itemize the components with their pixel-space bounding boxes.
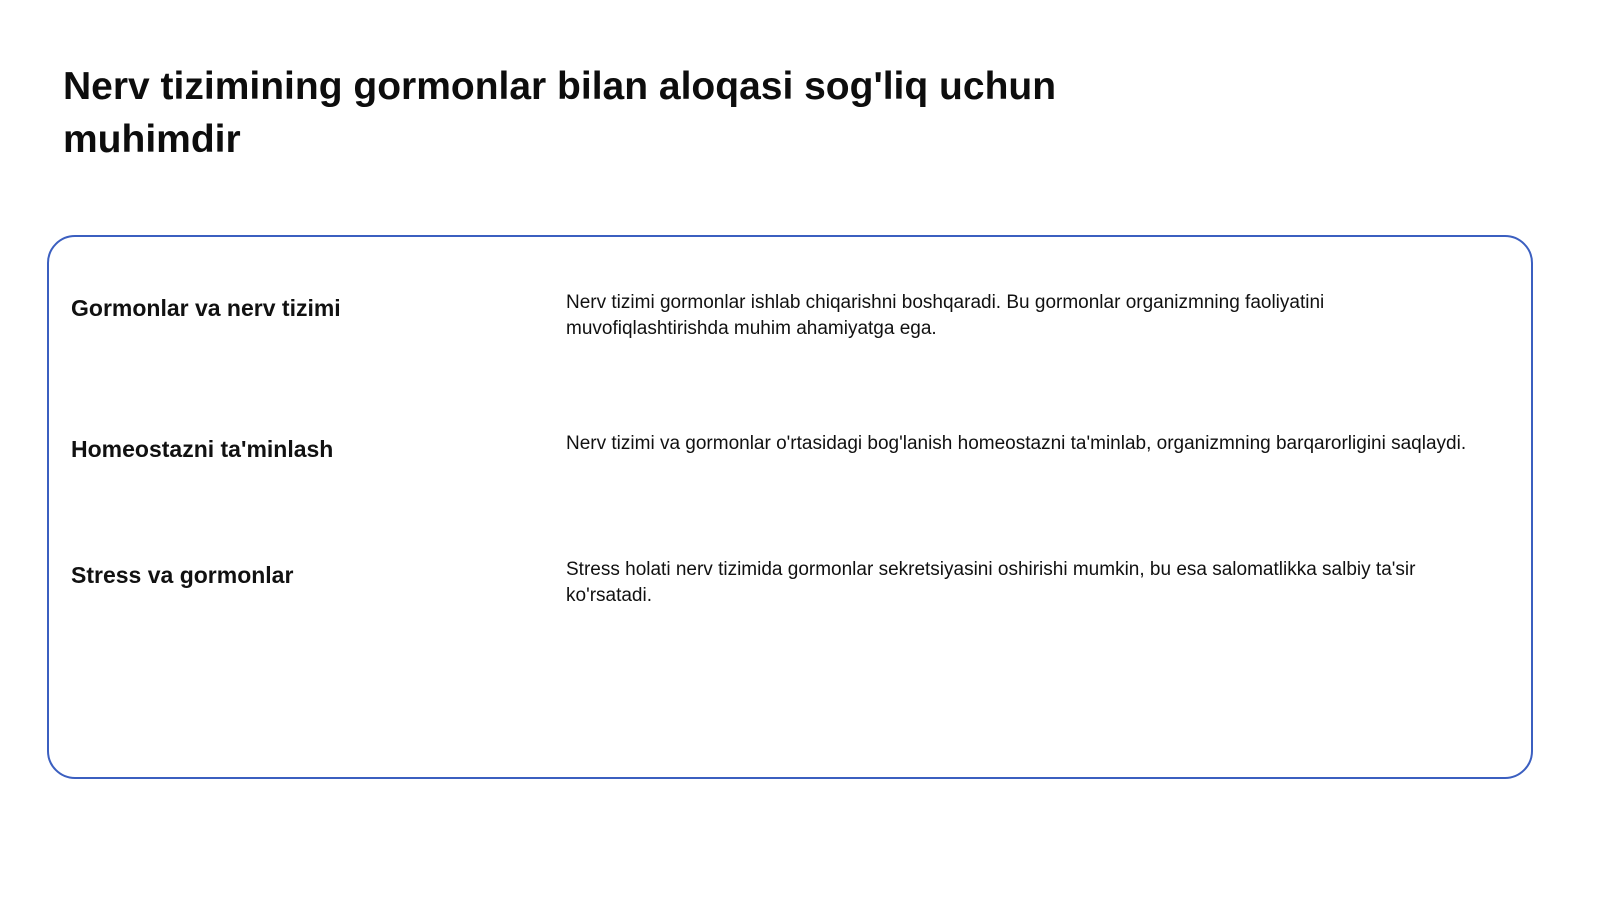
row-term: Stress va gormonlar [71,562,294,588]
content-card [47,235,1533,779]
row-term: Gormonlar va nerv tizimi [71,295,341,321]
row-description: Stress holati nerv tizimida gormonlar sekretsiyasini oshirishi mumkin, bu esa salomatlikka salbiy ta'sir ko'rsatadi. [566,559,1416,606]
slide-title: Nerv tizimining gormonlar bilan aloqasi sog'liq uchun muhimdir [63,65,1057,161]
row-description: Nerv tizimi gormonlar ishlab chiqarishni boshqaradi. Bu gormonlar organizmning faoliyatini muvofiqlashtirishda muhim ahamiyatga ega. [566,292,1325,339]
row-term: Homeostazni ta'minlash [71,436,334,462]
row-description: Nerv tizimi va gormonlar o'rtasidagi bog'lanish homeostazni ta'minlab, organizmning barqarorligini saqlaydi. [566,433,1467,454]
